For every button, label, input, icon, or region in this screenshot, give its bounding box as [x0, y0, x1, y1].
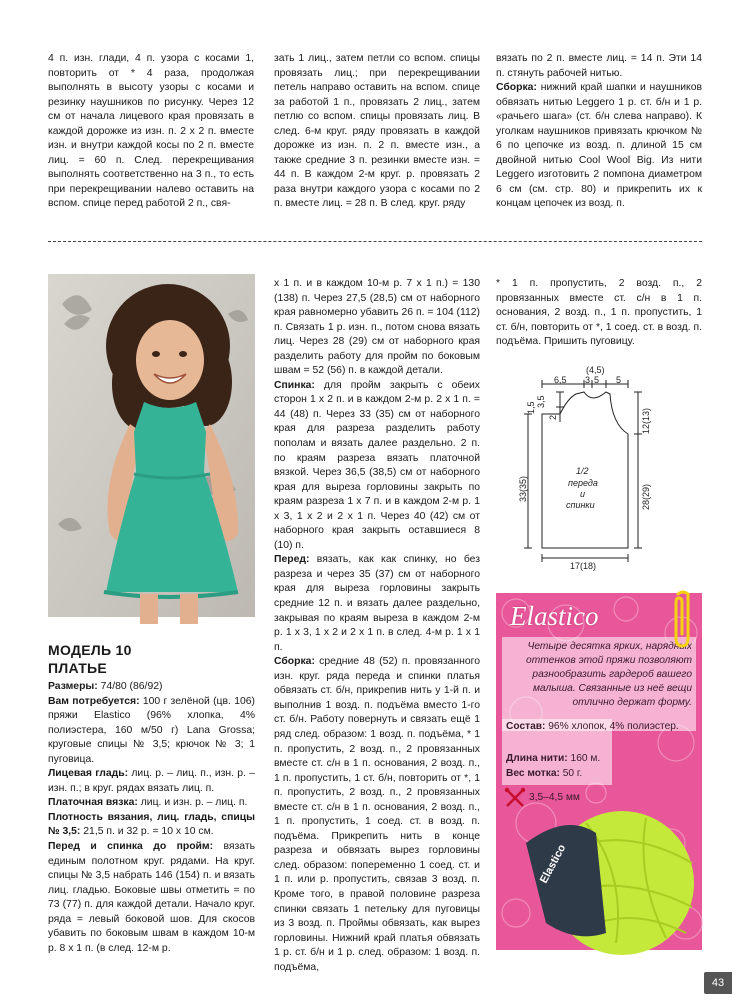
stockinette-lead: Лицевая гладь: [48, 768, 129, 780]
spec-weight [506, 767, 582, 781]
middle-column [274, 277, 480, 975]
dim-5a: 5 [594, 375, 600, 385]
length-text: 160 м. [567, 753, 601, 764]
label-and: и [580, 489, 586, 499]
yarn-label-text: Elastico [537, 842, 569, 886]
dim-28-29: 28(29) [641, 483, 651, 510]
weight-text: 50 г. [559, 768, 583, 779]
page-number: 43 [704, 972, 732, 994]
top-col3-assembly [496, 81, 702, 212]
front-text: вязать, как как спинку, но без разреза и через 35 (37) см от наборного края для выреза горловины закрыть средние 12 п. и вязать далее раздельно, закрывая по краям выреза в каждом 2-м р. 1 х 3, 1 х 2 и 2 х 1 п. в след. 4-м р. 1 х 1 п. [274, 554, 480, 653]
length-lead: Длина нити: [506, 753, 568, 764]
right-column [496, 277, 702, 350]
dim-33-35: 33(35) [518, 475, 528, 502]
dim-2: 2 [548, 414, 558, 420]
dress-assembly-lead: Сборка: [274, 656, 315, 668]
model-title [48, 641, 132, 677]
right-text: * 1 п. пропустить, 2 возд. п., 2 провязанных вместе ст. с/н в 1 п. основания, 2 возд. п., 1 п. пропустить, 1 ст. б/н, повторить от *, 1 соед. ст. в возд. п. подъёма. Пришить пуговицу. [496, 278, 702, 348]
dim-3: 3 [585, 375, 591, 385]
composition-text: 96% хлопок, 4% полиэстер. [545, 721, 679, 732]
back-paragraph [274, 379, 480, 554]
spec-length [506, 752, 600, 766]
dashed-divider [48, 241, 702, 242]
gauge-paragraph [48, 811, 255, 840]
front-lead: Перед: [274, 554, 310, 566]
assembly-text: нижний край шапки и наушников обвязать нитью Leggero 1 р. ст. б/н и 1 р. «рачьего шага» (ст. б/н слева направо). К уголкам наушников привязать крючком № 6 по цепочке из возд. п. длиной 15 см двойной нитью Cool Wool Big. Из нити Leggero изготовить 2 помпона диаметром 6 см (см. стр. 80) и прикрепить их к концам цепочек из возд. п. [496, 82, 702, 210]
sizes-paragraph [48, 680, 255, 695]
back-lead: Спинка: [274, 379, 315, 391]
dim-12-13: 12(13) [641, 407, 651, 434]
panel-description: Четыре десятка ярких, нарядных оттенков этой пряжи позволяют разнообразить гардероб вашего малыша. Связанные из неё вещи отлично держат форму. [526, 641, 692, 709]
model-title-line2: ПЛАТЬЕ [48, 660, 108, 676]
back-text: для пройм закрыть с обеих сторон 1 х 2 п. и в каждом 2-м р. 2 х 1 п. = 44 (48) п. Через 33 (35) см от наборного края для разреза разделить работу пополам и вязать далее раздельно. 2 п. по краям разреза вязать платочной вязкой. Через 36,5 (38,5) см от наборного края для выреза горловины закрыть по краям разреза 1 х 7 п. и в каждом 2-м р. 1 х 3, 1 х 2 и 2 х 1 п. Через 40 (42) см от наборного края закрыть оставшиеся 8 (10) п. [274, 379, 480, 551]
garter-paragraph [48, 796, 255, 811]
stockinette-text: лиц. р. – лиц. п., изн. р. – изн. п.; в круг. рядах вязать лиц. п. [48, 768, 255, 794]
dim-shoulder: 6,5 [554, 375, 567, 385]
garter-text: лиц. и изн. р. – лиц. п. [137, 797, 248, 809]
top-col1-text: 4 п. изн. глади, 4 п. узора с косами 1, повторить от * 4 раза, продолжая выполнять в высоту узоры с косами и резинку наушников по рисунку. Через 12 см от начала лицевого края провязать в каждой дорожке из изн. п. 2 х 2 п. вместе изн. и внутри каждой косы по 2 п. вместе лиц. = 60 п. След. перекрещивания выполнять соответственно на 3 п., то есть при перекрещивании налево оставить на вспом. спице перед работой 2 п., свя- [48, 53, 254, 210]
front-back-text: вязать единым полотном круг. рядами. На круг. спицы № 3,5 набрать 146 (154) п. и вязать лиц. гладью. Боковые швы отметить = по 73 (77) п. для каждой детали. Начало круг. ряда = левый боковой шов. Для скосов убавить по боковым швам в каждом 10-м р. 8 х 1 п. (в след. 12-м р. [48, 841, 255, 954]
girl-in-dress-image [48, 274, 255, 617]
top-column-3 [496, 52, 702, 212]
top-col3-text: вязать по 2 п. вместе лиц. = 14 п. Эти 14 п. стянуть рабочей нитью. [496, 53, 702, 79]
dim-17-18: 17(18) [570, 561, 597, 571]
model-title-line1: МОДЕЛЬ 10 [48, 642, 132, 658]
dim-5b: 5 [616, 375, 622, 385]
dim-1-5: 1,5 [526, 401, 536, 414]
sizes-lead: Размеры: [48, 681, 98, 692]
front-paragraph [274, 553, 480, 655]
gauge-text: 21,5 п. и 32 р. = 10 х 10 см. [80, 826, 214, 838]
label-half: 1/2 [576, 466, 589, 476]
stockinette-paragraph [48, 767, 255, 796]
label-front: переда [568, 478, 598, 488]
dress-assembly-text: средние 48 (52) п. провязанного изн. круг. ряда переда и спинки платья обвязать ст. б/н, прикрепив нить у 1-й п. и выполнив 1 возд. п. подъёма вместо 1-го ст. б/н. Работу повернуть и связать ещё 1 ряд след. образом: 1 возд. п. подъёма, * 1 п. пропустить, 2 возд. п., 2 провязанных вместе ст. с/н в 1 п. основания, 2 возд. п., 1 п. пропустить, 1 ст. б/н, повторить от *, 1 п. пропустить, 2 возд. п., 2 провязанных вместе ст. с/н в 1 п. основания, 2 возд. п., 1 п. пропустить, 1 соед. ст. в возд. п. подъёма. Прикрепить нить в конце разреза и обвязать вырез горловины след. образом: попеременно 1 соед. ст. и 1 п. или р. пропустить, связав 3 возд. п. Кроме того, в правой половине разреза спинки связать 1 петельку для пуговицы из 3 возд. п. Проймы обвязать, как вырез горловины. Нижний край платья обвязать 1 р. ст. б/н и 1 р. след. образом: 1 возд. п. подъёма, [274, 656, 480, 973]
sizes-text: 74/80 (86/92) [97, 681, 163, 692]
panel-title: Elastico [510, 601, 599, 631]
needles-size: 3,5–4,5 мм [529, 792, 580, 803]
pattern-diagram [520, 362, 700, 577]
front-back-paragraph [48, 840, 255, 956]
dim-neck-width: (4,5) [586, 365, 605, 375]
label-back: спинки [566, 500, 595, 510]
assembly-paragraph [274, 655, 480, 975]
top-column-1 [48, 52, 254, 212]
assembly-lead: Сборка: [496, 82, 537, 94]
weight-lead: Вес мотка: [506, 768, 560, 779]
materials-paragraph [48, 695, 255, 768]
knitting-needles-icon [504, 787, 526, 809]
top-col2-text: зать 1 лиц., затем петли со вспом. спицы провязать лиц.; при перекрещивании петель направо оставить на вспом. спице за работой 1 п., провязать 2 лиц., затем петлю со вспом. спицы провязать лиц. В след. 6-м круг. ряду провязать в каждой дорожке из изн. п. 2 п. вместе изн., а также средние 3 п. резинки вместе изн. = 44 п. В каждом 2-м круг. р. провязать 2 раза внутри каждого узора с косами по 2 п. вместе лиц. = 28 п. В след. круг. ряду [274, 53, 480, 210]
dim-3-5: 3,5 [536, 395, 546, 408]
mid-intro: х 1 п. и в каждом 10-м р. 7 х 1 п.) = 130 (138) п. Через 27,5 (28,5) см от наборного края равномерно убавить 26 п. = 104 (112) п. Связать 1 р. изн. п., потом снова вязать лиц. Через 28 (29) см от наборного края разделить работу для пройм по боковым швам = 52 (56) п. в каждой детали. [274, 278, 481, 377]
composition-lead: Состав: [506, 721, 546, 732]
garter-lead: Платочная вязка: [48, 797, 138, 809]
paper-clip-icon [672, 590, 694, 652]
left-column [48, 680, 255, 956]
top-column-2 [274, 52, 480, 212]
front-back-lead: Перед и спинка до пройм: [48, 841, 214, 853]
spec-composition [506, 720, 679, 734]
model-photo [48, 274, 255, 617]
materials-text: 100 г зелёной (цв. 106) пряжи Elastico (96% хлопка, 4% полиэстера, 160 м/50 г) Lana Grossa; круговые спицы № 3,5; крючок № 3; 1 пуговица. [48, 695, 255, 765]
materials-lead: Вам потребуется: [48, 695, 140, 707]
gauge-lead: Плотность вязания, лиц. гладь, спицы № 3,5: [48, 811, 255, 838]
